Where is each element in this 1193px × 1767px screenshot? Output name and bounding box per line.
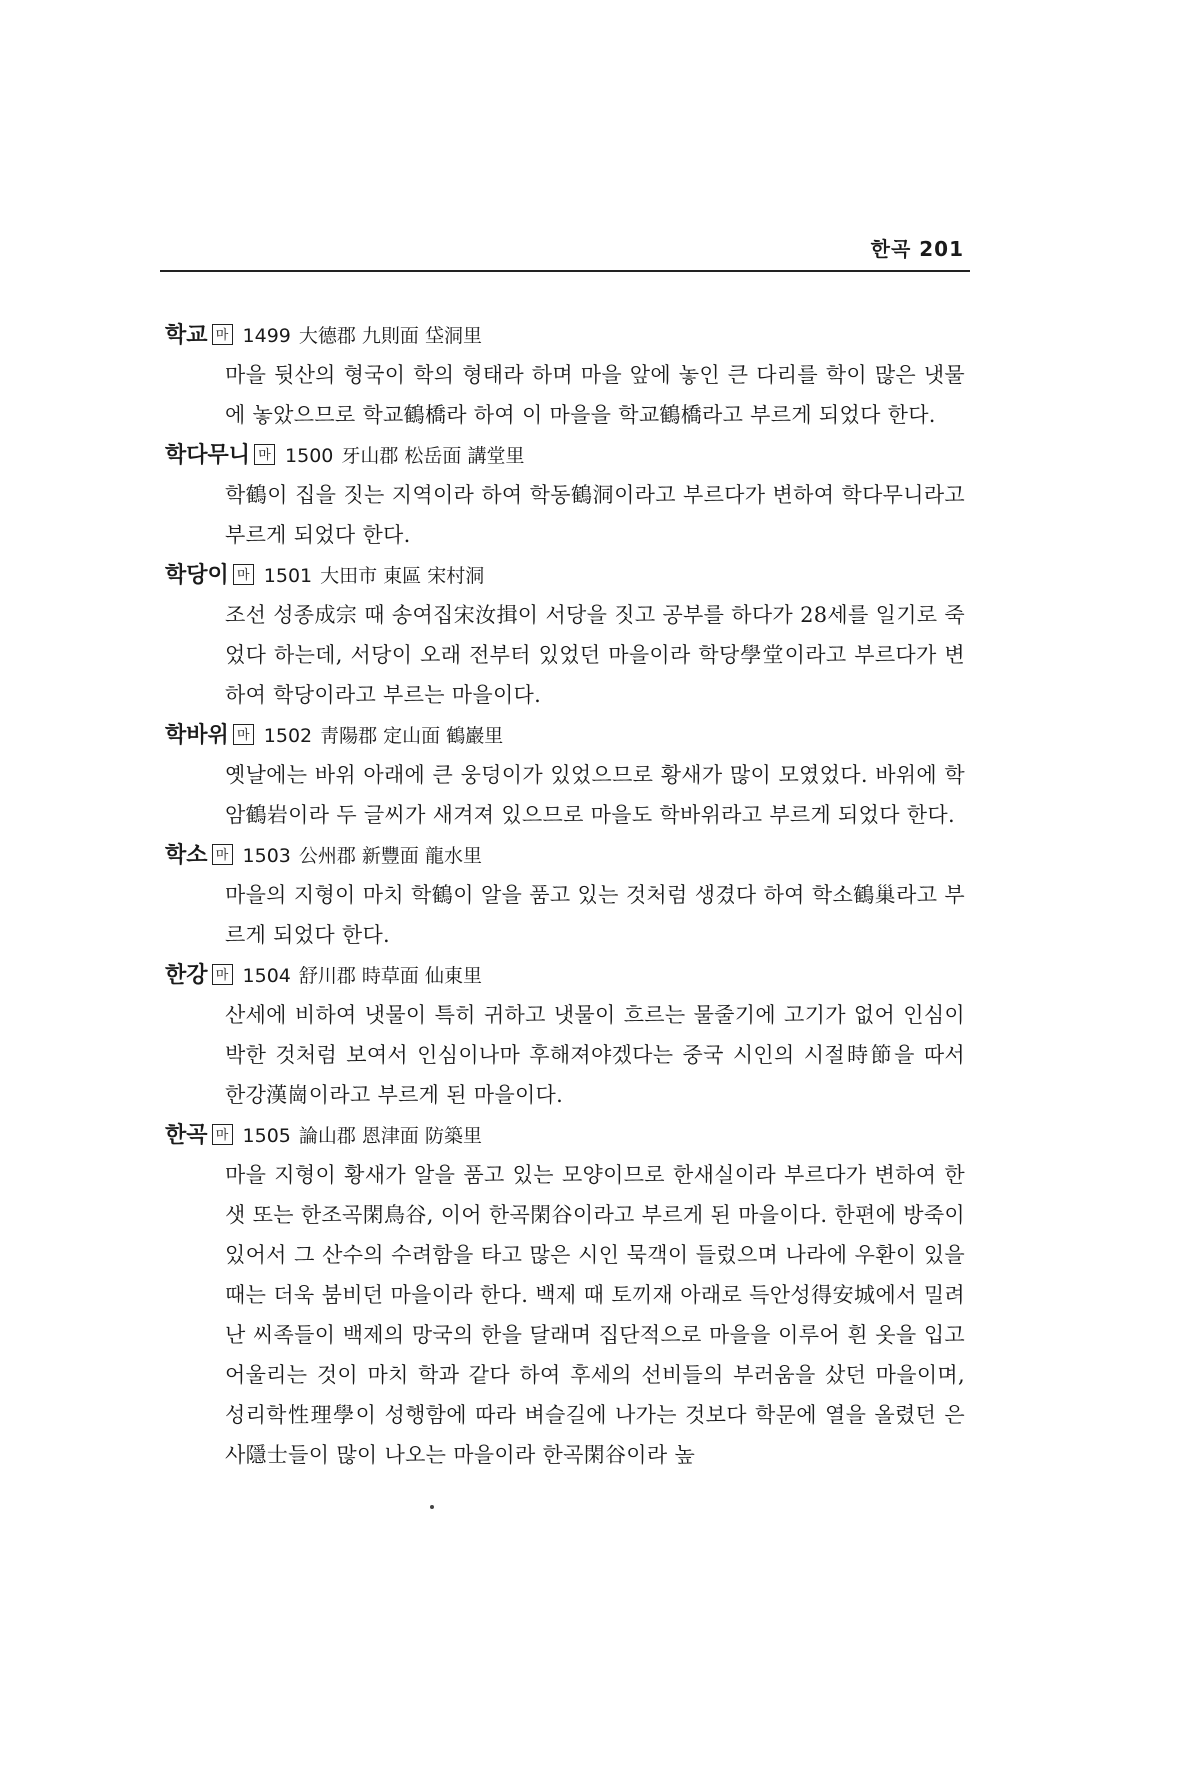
village-tag: 마 — [212, 964, 233, 985]
entry-location: 靑陽郡 定山面 鶴巖里 — [320, 725, 504, 747]
entry-list — [165, 315, 977, 1475]
print-speck — [430, 1505, 434, 1509]
entry-text: 옛날에는 바위 아래에 큰 웅덩이가 있었으므로 황새가 많이 모였었다. 바위에 학암鶴岩이라 두 글씨가 새겨져 있으므로 마을도 학바위라고 부르게 되었다 한다. — [225, 763, 965, 827]
village-tag: 마 — [233, 724, 254, 745]
entry-heading — [165, 435, 977, 475]
entry-text: 산세에 비하여 냇물이 특히 귀하고 냇물이 흐르는 물줄기에 고기가 없어 인심이 박한 것처럼 보여서 인심이나마 후해져야겠다는 중국 시인의 시절時節을 따서 한강漢崗이라고 부르게 된 마을이다. — [225, 1003, 965, 1107]
place-name: 한강 — [165, 963, 208, 988]
entry-heading — [165, 955, 977, 995]
village-tag: 마 — [212, 324, 233, 345]
entry-text: 조선 성종成宗 때 송여집宋汝揖이 서당을 짓고 공부를 하다가 28세를 일기로 죽었다 하는데, 서당이 오래 전부터 있었던 마을이라 학당學堂이라고 부르다가 변하여 학당이라고 부르는 마을이다. — [225, 603, 965, 707]
entry-number: 1503 — [242, 845, 291, 867]
entry-heading — [165, 555, 977, 595]
entry-1502 — [165, 715, 977, 835]
entry-number: 1501 — [263, 565, 313, 587]
entry-text: 학鶴이 집을 짓는 지역이라 하여 학동鶴洞이라고 부르다가 변하여 학다무니라고 부르게 되었다 한다. — [225, 483, 965, 547]
village-tag: 마 — [254, 444, 275, 465]
entry-number: 1504 — [242, 965, 291, 987]
entry-heading — [165, 1115, 977, 1155]
entry-text: 마을의 지형이 마치 학鶴이 알을 품고 있는 것처럼 생겼다 하여 학소鶴巢라고 부르게 되었다 한다. — [225, 883, 965, 947]
entry-number: 1499 — [242, 325, 291, 347]
entry-heading — [165, 835, 977, 875]
entry-1500 — [165, 435, 977, 555]
village-tag: 마 — [212, 844, 233, 865]
entry-location: 舒川郡 時草面 仙東里 — [298, 965, 482, 987]
entry-text: 마을 뒷산의 형국이 학의 형태라 하며 마을 앞에 놓인 큰 다리를 학이 많은 냇물에 놓았으므로 학교鶴橋라 하여 이 마을을 학교鶴橋라고 부르게 되었다 한다. — [225, 363, 965, 427]
entry-number: 1502 — [263, 725, 313, 747]
village-tag: 마 — [212, 1124, 233, 1145]
village-tag: 마 — [233, 564, 254, 585]
entry-number: 1505 — [242, 1125, 291, 1147]
place-name: 학바위 — [165, 723, 229, 748]
entry-location: 公州郡 新豐面 龍水里 — [298, 845, 482, 867]
entry-1505 — [165, 1115, 977, 1475]
entry-1501 — [165, 555, 977, 715]
place-name: 학소 — [165, 843, 208, 868]
page-header — [160, 232, 970, 272]
entry-1503 — [165, 835, 977, 955]
place-name: 한곡 — [165, 1123, 208, 1148]
entry-location: 大德郡 九則面 垈洞里 — [298, 325, 482, 347]
entry-text: 마을 지형이 황새가 알을 품고 있는 모양이므로 한새실이라 부르다가 변하여 한샛 또는 한조곡閑鳥谷, 이어 한곡閑谷이라고 부르게 된 마을이다. 한편에 방죽이 있어서 그 산수의 수려함을 타고 많은 시인 묵객이 들렀으며 나라에 우환이 있을 때는 더욱 붐비던 마을이라 한다. 백제 때 토끼재 아래로 득안성得安城에서 밀려난 씨족들이 백제의 망국의 한을 달래며 집단적으로 마을을 이루어 흰 옷을 입고 어울리는 것이 마치 학과 같다 하여 후세의 선비들의 부러움을 샀던 마을이며, 성리학性理學이 성행함에 따라 벼슬길에 나가는 것보다 학문에 열을 올렸던 은사隱士들이 많이 나오는 마을이라 한곡閑谷이라 높 — [225, 1163, 965, 1467]
entry-location: 牙山郡 松岳面 講堂里 — [341, 445, 525, 467]
entry-number: 1500 — [285, 445, 334, 467]
place-name: 학다무니 — [165, 443, 251, 468]
entry-1504 — [165, 955, 977, 1115]
entry-heading — [165, 315, 977, 355]
entry-location: 論山郡 恩津面 防築里 — [298, 1125, 482, 1147]
entry-location: 大田市 東區 宋村洞 — [320, 565, 485, 587]
entry-heading — [165, 715, 977, 755]
place-name: 학교 — [165, 323, 208, 348]
running-title: 한곡 201 — [870, 237, 964, 261]
place-name: 학당이 — [165, 563, 229, 588]
entry-1499 — [165, 315, 977, 435]
